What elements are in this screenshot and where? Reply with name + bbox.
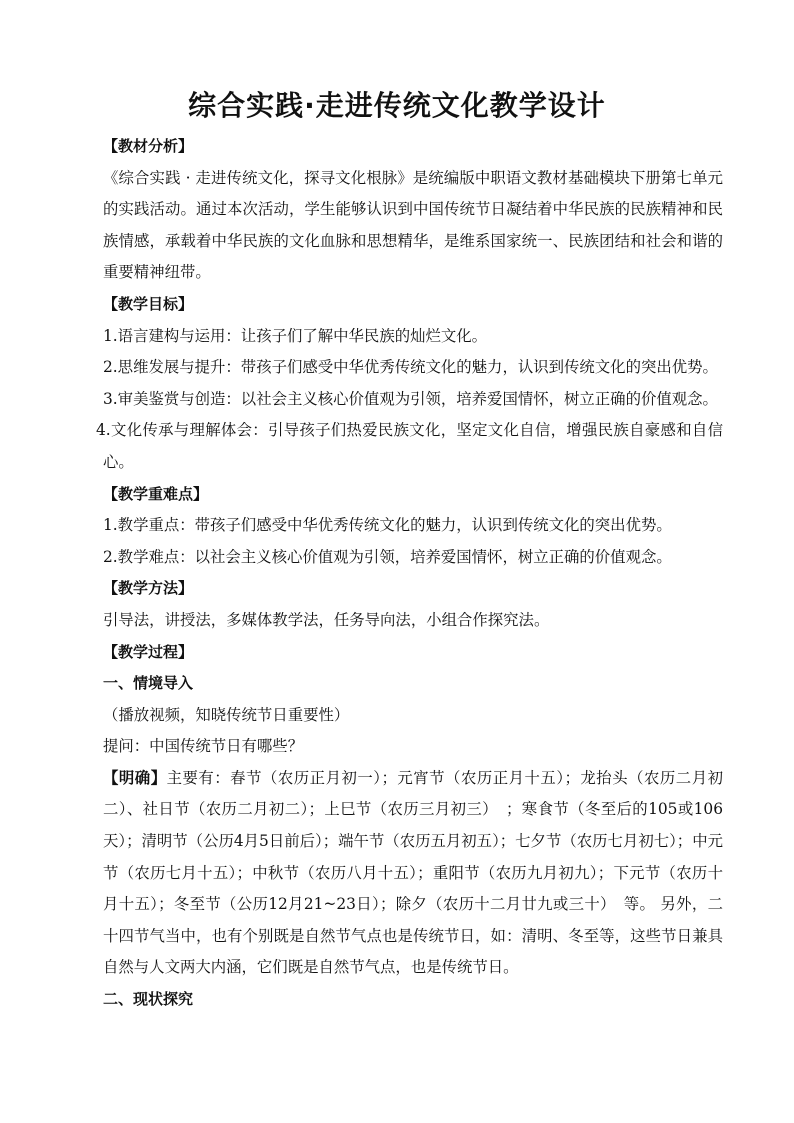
section-heading-methods: 【教学方法】: [103, 579, 194, 598]
key-point-item-2: 2.教学难点：以社会主义核心价值观为引领，培养爱国情怀，树立正确的价值观念。: [103, 547, 672, 566]
section-heading-key-points: 【教学重难点】: [103, 484, 209, 503]
document-title: 综合实践·走进传统文化教学设计: [188, 89, 606, 122]
analysis-paragraph: 《综合实践 · 走进传统文化，探寻文化根脉》是统编版中职语文教材基础模块下册第七单元的实践活动。通过本次活动，学生能够认识到中国传统节日凝结着中华民族的民族精神和民族情感，承载着中华民族的文化血脉和思想精华，是维系国家统一、民族团结和社会和谐的重要精神纽带。: [103, 168, 723, 282]
answer-body: 主要有：春节（农历正月初一）；元宵节（农历正月十五）；龙抬头（农历二月初二）、社日节（农历二月初二）；上巳节（农历三月初三） ；寒食节（冬至后的105或106天）；清明节（公历4月5日前后）；端午节（农历五月初五）；七夕节（农历七月初七）；中元节（农历七月十五）；中秋节（农历八月十五）；重阳节（农历九月初九）；下元节（农历十月十五）；冬至节（公历12月21~23日）；除夕（农历十二月廿九或三十） 等。 另外，二十四节气当中，也有个别既是自然节气点也是传统节日，如：清明、冬至等，这些节日兼具自然与人文两大内涵，它们既是自然节气点，也是传统节日。: [103, 768, 723, 977]
process-step-1-question: 提问：中国传统节日有哪些？: [103, 737, 304, 756]
section-heading-process: 【教学过程】: [103, 642, 194, 661]
goal-item-1: 1.语言建构与运用：让孩子们了解中华民族的灿烂文化。: [103, 326, 488, 345]
process-step-1-heading: 一、情境导入: [103, 674, 194, 693]
process-step-1-note: （播放视频，知晓传统节日重要性）: [103, 705, 350, 724]
answer-label: 【明确】: [103, 768, 167, 787]
section-heading-goals: 【教学目标】: [103, 294, 194, 313]
goal-item-4: 4.文化传承与理解体会：引导孩子们热爱民族文化，坚定文化自信，增强民族自豪感和自信心。: [96, 421, 723, 471]
goal-item-3: 3.审美鉴赏与创造：以社会主义核心价值观为引领，培养爱国情怀，树立正确的价值观念。: [103, 389, 718, 408]
goal-item-2: 2.思维发展与提升：带孩子们感受中华优秀传统文化的魅力，认识到传统文化的突出优势。: [103, 358, 718, 377]
section-heading-analysis: 【教材分析】: [103, 137, 194, 155]
process-step-2-heading: 二、现状探究: [103, 990, 194, 1009]
document-body: [96, 131, 723, 1016]
key-point-item-1: 1.教学重点：带孩子们感受中华优秀传统文化的魅力，认识到传统文化的突出优势。: [103, 516, 672, 535]
methods-paragraph: 引导法，讲授法，多媒体教学法，任务导向法，小组合作探究法。: [103, 610, 550, 629]
process-step-1-answer: [103, 763, 723, 984]
